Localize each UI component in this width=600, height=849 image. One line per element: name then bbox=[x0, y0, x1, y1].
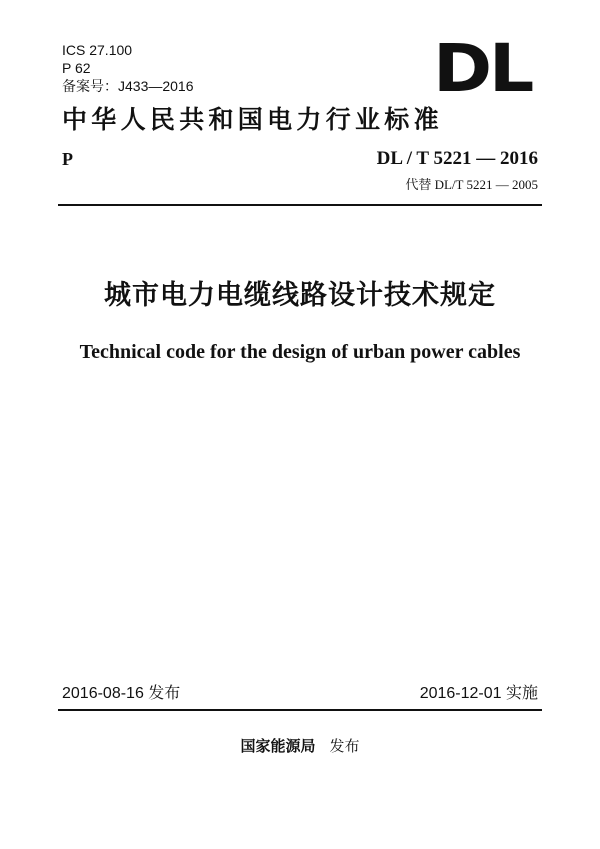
industry-standard-title: 中华人民共和国电力行业标准 bbox=[62, 105, 443, 134]
issue-date: 2016-08-16 发布 bbox=[62, 685, 181, 702]
ics-code: ICS 27.100 bbox=[62, 42, 133, 58]
publisher-line bbox=[0, 736, 600, 756]
publisher-action: 发布 bbox=[329, 737, 360, 755]
title-chinese: 城市电力电缆线路设计技术规定 bbox=[104, 280, 496, 311]
title-english: Technical code for the design of urban power cables bbox=[79, 341, 521, 363]
standard-number: DL / T 5221 — 2016 bbox=[376, 148, 538, 169]
standard-category: P bbox=[62, 149, 73, 169]
implementation-date: 2016-12-01 实施 bbox=[419, 685, 538, 702]
publisher-name: 国家能源局 bbox=[240, 737, 316, 755]
filing-number: 备案号：J433—2016 bbox=[62, 78, 194, 94]
bottom-divider bbox=[58, 709, 542, 711]
ics-block bbox=[62, 41, 194, 95]
top-divider bbox=[58, 204, 542, 206]
replaces-standard: 代替 DL/T 5221 — 2005 bbox=[405, 177, 538, 192]
dl-logo: DL bbox=[433, 30, 532, 107]
classification-code: P 62 bbox=[62, 60, 91, 76]
